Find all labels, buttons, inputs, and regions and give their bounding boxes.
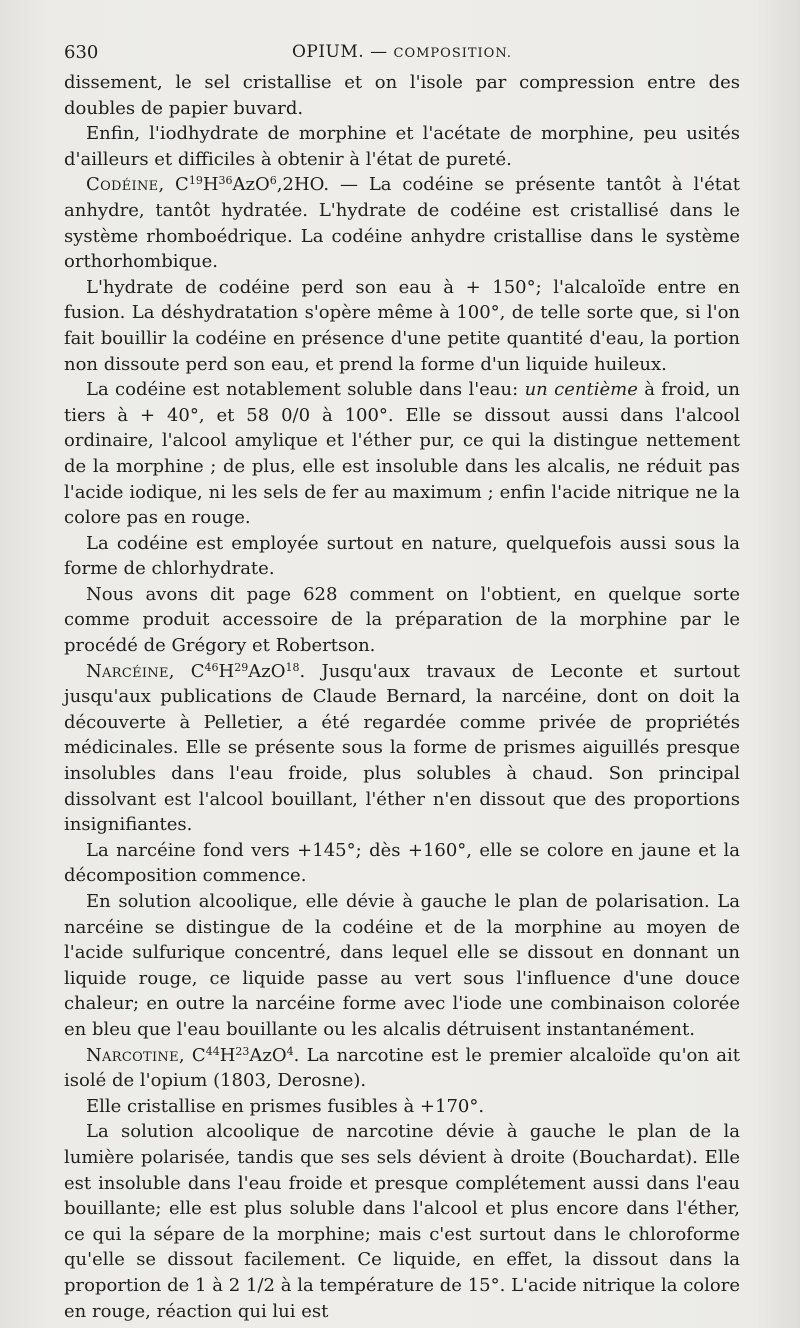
formula-part: ,2HO. [276, 174, 330, 196]
paragraph-4: L'hydrate de codéine perd son eau à + 150°; l'alcaloïde entre en fusion. La déshydratation s'opère même à 100°, de telle sorte que, si l'on fait bouillir la codéine en présence d'une petite quantité d'eau, la portion non dissoute perd son eau, et prend la forme d'un liquide huileux. [64, 276, 740, 375]
narcotine-heading: Narcotine [86, 1044, 179, 1066]
paragraph-2: Enfin, l'iodhydrate de morphine et l'acétate de morphine, peu usités d'ailleurs et difficiles à obtenir à l'état de pureté. [64, 123, 740, 170]
formula-sub: 4 [286, 1044, 294, 1058]
formula-sub: 6 [269, 174, 277, 188]
running-title [64, 42, 740, 62]
formula-part: , C [158, 174, 189, 196]
formula-part: AzO [248, 660, 286, 682]
paragraph-7: Nous avons dit page 628 comment on l'obtient, en quelque sorte comme produit accessoire de la préparation de la morphine par le procédé de Grégory et Robertson. [64, 583, 740, 657]
paragraph-10: En solution alcoolique, elle dévie à gauche le plan de polarisation. La narcéine se distingue de la codéine et de la morphine au moyen de l'acide sulfurique concentré, dans lequel elle se dissout en donnant un liquide rouge, ce liquide passe au vert sous l'influence d'une douce chaleur; en outre la narcéine forme avec l'iode une combinaison colorée en bleu que l'eau bouillante ou les alcalis détruisent instantanément. [64, 891, 740, 1040]
paragraph-text: à froid, un tiers à + 40°, et 58 0/0 à 100°. Elle se dissout aussi dans l'alcool ordinaire, l'alcool amylique et l'éther pur, ce qui la distingue nettement de la morphine ; de plus, elle est insoluble dans les alcalis, ne réduit pas l'acide iodique, ni les sels de fer au maximum ; enfin l'acide nitrique ne la colore pas en rouge. [64, 379, 741, 529]
formula-part: AzO [249, 1044, 287, 1066]
page-header [64, 40, 740, 70]
formula-part: , C [168, 660, 205, 682]
formula-sub: 46 [204, 660, 219, 674]
paragraph-narcotine [64, 1043, 740, 1094]
running-title-main: OPIUM. — [291, 42, 394, 62]
formula-sub: 29 [234, 660, 249, 674]
formula-sub: 44 [205, 1044, 220, 1058]
paragraph-1: dissement, le sel cristallise et on l'isole par compression entre des doubles de papier buvard. [64, 72, 740, 119]
paragraph-text: . La narcotine est le premier alcaloïde qu'on ait isolé de l'opium (1803, Derosne). [64, 1044, 740, 1092]
paragraph-text: La codéine est notablement soluble dans l'eau: [86, 379, 525, 401]
formula-sub: 36 [218, 174, 233, 188]
paragraph-5 [64, 377, 740, 531]
narceine-heading: Narcéine [86, 660, 169, 682]
formula-part: H [218, 660, 235, 682]
text-body [64, 70, 740, 1324]
codeine-heading: Codéine [86, 174, 159, 196]
paragraph-narceine [64, 659, 740, 838]
formula-part: , C [178, 1044, 206, 1066]
formula-sub: 19 [188, 174, 203, 188]
formula-part: AzO [232, 174, 270, 196]
page-number: 630 [64, 42, 99, 63]
formula-sub: 23 [235, 1044, 250, 1058]
paragraph-13: La solution alcoolique de narcotine dévie à gauche le plan de la lumière polarisée, tandis que ses sels dévient à droite (Bouchardat). Elle est insoluble dans l'eau froide et presque complétement aussi dans l'eau bouillante; elle est plus soluble dans l'alcool et plus encore dans l'éther, ce qui la sépare de la morphine; mais c'est surtout dans le chloroforme qu'elle se dissout facilement. Ce liquide, en effet, la dissout dans la proportion de 1 à 2 1/2 à la température de 15°. L'acide nitrique la colore en rouge, réaction qui lui est [64, 1121, 740, 1322]
paragraph-12: Elle cristallise en prismes fusibles à +170°. [86, 1095, 485, 1117]
paragraph-text: . Jusqu'aux travaux de Leconte et surtout jusqu'aux publications de Claude Bernard, la narcéine, dont on doit la découverte à Pelletier, a été regardée comme privée de propriétés médicinales. Elle se présente sous la forme de prismes aiguillés presque insolubles dans l'eau froide, plus solubles à chaud. Son principal dissolvant est l'alcool bouillant, l'éther n'en dissout que des proportions insignifiantes. [64, 660, 740, 836]
emphasis: un centième [524, 379, 638, 401]
formula-part: H [219, 1044, 236, 1066]
paragraph-codeine [64, 172, 740, 274]
formula-part: H [202, 174, 219, 196]
running-title-sub: COMPOSITION. [393, 46, 513, 61]
paragraph-6: La codéine est employée surtout en nature, quelquefois aussi sous la forme de chlorhydrate. [64, 532, 740, 580]
paragraph-9: La narcéine fond vers +145°; dès +160°, elle se colore en jaune et la décomposition commence. [64, 839, 740, 887]
formula-sub: 18 [285, 660, 300, 674]
paragraph-text: — La codéine se présente tantôt à l'état anhydre, tantôt hydratée. L'hydrate de codéine est cristallisé dans le système rhomboédrique. La codéine anhydre cristallise dans le système orthorhombique. [64, 174, 740, 273]
